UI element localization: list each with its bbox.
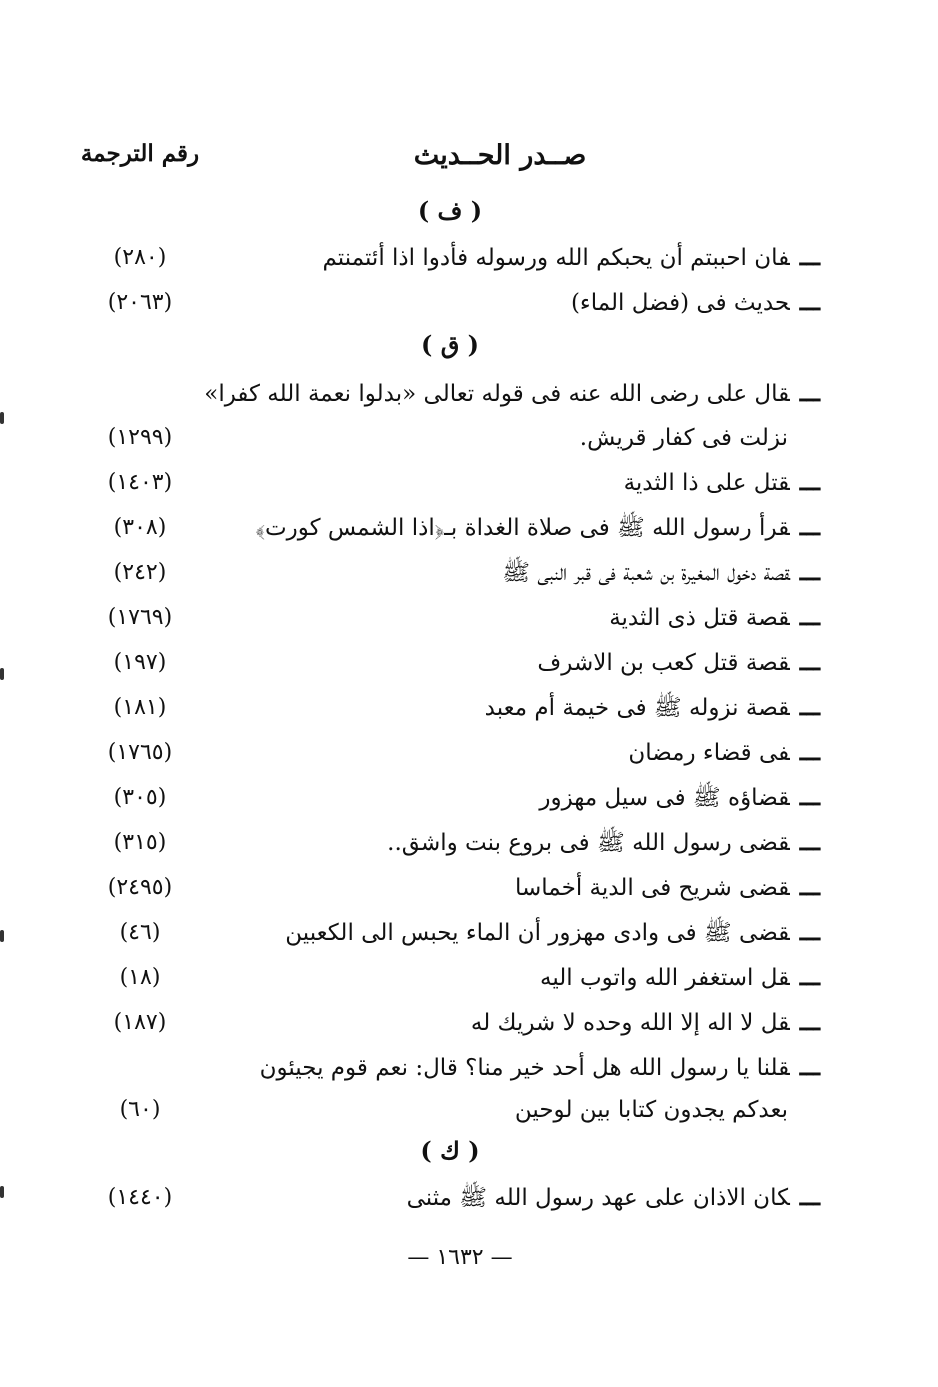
list-item	[0, 506, 938, 550]
hadith-text: قضاؤه ﷺ فى سيل مهزور	[539, 785, 790, 811]
entry-number: (١٢٩٩)	[107, 425, 173, 450]
dash-marker: ـــ	[799, 964, 820, 991]
entry-number: (١٤٤٠)	[107, 1185, 173, 1210]
dash-marker: ـــ	[799, 559, 820, 586]
entry-number: (٢٠٦٣)	[107, 290, 173, 315]
list-item	[0, 731, 938, 775]
section-letter-kaf: ( ك )	[420, 1136, 480, 1165]
entry-number: (١٨)	[119, 965, 161, 990]
scan-edge-mark	[0, 412, 4, 424]
hadith-text: قضى ﷺ فى وادى مهزور أن الماء يحبس الى الكعبين	[285, 920, 790, 946]
hadith-text: قرأ رسول الله ﷺ فى صلاة الغداة بـ﴿اذا الشمس كورت﴾	[255, 515, 790, 541]
entry-number: (٢٨٠)	[113, 245, 167, 270]
dash-marker: ـــ	[799, 514, 820, 541]
hadith-text: قصة قتل كعب بن الاشرف	[537, 650, 790, 676]
hadith-text: حديث فى (فضل الماء)	[570, 290, 790, 316]
dash-marker: ـــ	[799, 874, 820, 901]
column-header-hadith: صــدر الحــديث	[413, 140, 587, 171]
dash-marker: ـــ	[799, 469, 820, 496]
entry-number: (١٩٧)	[113, 650, 167, 675]
entry-number: (١٧٦٥)	[107, 740, 173, 765]
entry-number: (٤٦)	[119, 920, 161, 945]
entry-number: (١٨٧)	[113, 1010, 167, 1035]
list-item	[0, 686, 938, 730]
list-item	[0, 461, 938, 505]
hadith-text: قتل على ذا الثدية	[623, 470, 790, 496]
entry-number: (١٨١)	[113, 695, 167, 720]
dash-marker: ـــ	[799, 1054, 820, 1081]
section-letter-qaf: ( ق )	[420, 330, 480, 359]
section-letter-fa: ( ف )	[417, 196, 483, 225]
entry-number: (٦٠)	[119, 1097, 161, 1122]
column-header-entry-number: رقم الترجمة	[80, 140, 200, 167]
entry-number: (٣٠٨)	[113, 515, 167, 540]
hadith-text: فى قضاء رمضان	[628, 740, 790, 766]
dash-marker: ـــ	[799, 739, 820, 766]
list-item-continuation	[0, 416, 938, 460]
dash-marker: ـــ	[799, 604, 820, 631]
entry-number: (٣٠٥)	[113, 785, 167, 810]
hadith-text: قلنا يا رسول الله هل أحد خير منا؟ قال: نعم قوم يجيئون	[259, 1055, 790, 1081]
dash-marker: ـــ	[799, 694, 820, 721]
scan-edge-mark	[0, 930, 4, 942]
list-item	[0, 281, 938, 325]
dash-marker: ـــ	[799, 380, 820, 407]
page-number: — ١٦٣٢ —	[407, 1245, 513, 1270]
list-item	[0, 866, 938, 910]
list-item	[0, 776, 938, 820]
scan-edge-mark	[0, 668, 4, 680]
hadith-text-continuation: بعدكم يجدون كتابا بين لوحين	[514, 1097, 788, 1123]
list-item	[0, 596, 938, 640]
hadith-text: فان احببتم أن يحبكم الله ورسوله فأدوا اذا أئتمنتم	[322, 245, 790, 271]
hadith-text-continuation: نزلت فى كفار قريش.	[579, 425, 788, 451]
hadith-text: كان الاذان على عهد رسول الله ﷺ مثنى	[406, 1185, 790, 1211]
hadith-text: قصة نزوله ﷺ فى خيمة أم معبد	[484, 695, 790, 721]
entry-number: (٣١٥)	[113, 830, 167, 855]
hadith-text: قضى شريح فى الدية أخماسا	[515, 875, 790, 901]
list-item-continuation	[0, 1088, 938, 1132]
entry-number: (١٤٠٣)	[107, 470, 173, 495]
list-item	[0, 1001, 938, 1045]
hadith-text: قل لا اله إلا الله وحده لا شريك له	[470, 1010, 790, 1036]
dash-marker: ـــ	[799, 784, 820, 811]
dash-marker: ـــ	[799, 289, 820, 316]
list-item	[0, 236, 938, 280]
list-item	[0, 551, 938, 595]
list-item	[0, 956, 938, 1000]
entry-number: (١٧٦٩)	[107, 605, 173, 630]
dash-marker: ـــ	[799, 1184, 820, 1211]
hadith-text: قال على رضى الله عنه فى قوله تعالى «بدلوا نعمة الله كفرا»	[204, 381, 790, 407]
dash-marker: ـــ	[799, 919, 820, 946]
hadith-text: قصة دخول المغيرة بن شعبة فى قبر النبى ﷺ	[502, 560, 790, 586]
list-item	[0, 641, 938, 685]
list-item	[0, 911, 938, 955]
entry-number: (٢٤٩٥)	[107, 875, 173, 900]
hadith-text: قل استغفر الله واتوب اليه	[540, 965, 790, 991]
dash-marker: ـــ	[799, 244, 820, 271]
dash-marker: ـــ	[799, 829, 820, 856]
hadith-text: قصة قتل ذى الثدية	[609, 605, 790, 631]
list-item	[0, 1176, 938, 1220]
list-item	[0, 372, 938, 416]
hadith-text: قضى رسول الله ﷺ فى بروع بنت واشق..	[387, 830, 790, 856]
list-item	[0, 1046, 938, 1090]
dash-marker: ـــ	[799, 649, 820, 676]
list-item	[0, 821, 938, 865]
dash-marker: ـــ	[799, 1009, 820, 1036]
entry-number: (٢٤٢)	[113, 560, 167, 585]
scan-edge-mark	[0, 1186, 4, 1198]
